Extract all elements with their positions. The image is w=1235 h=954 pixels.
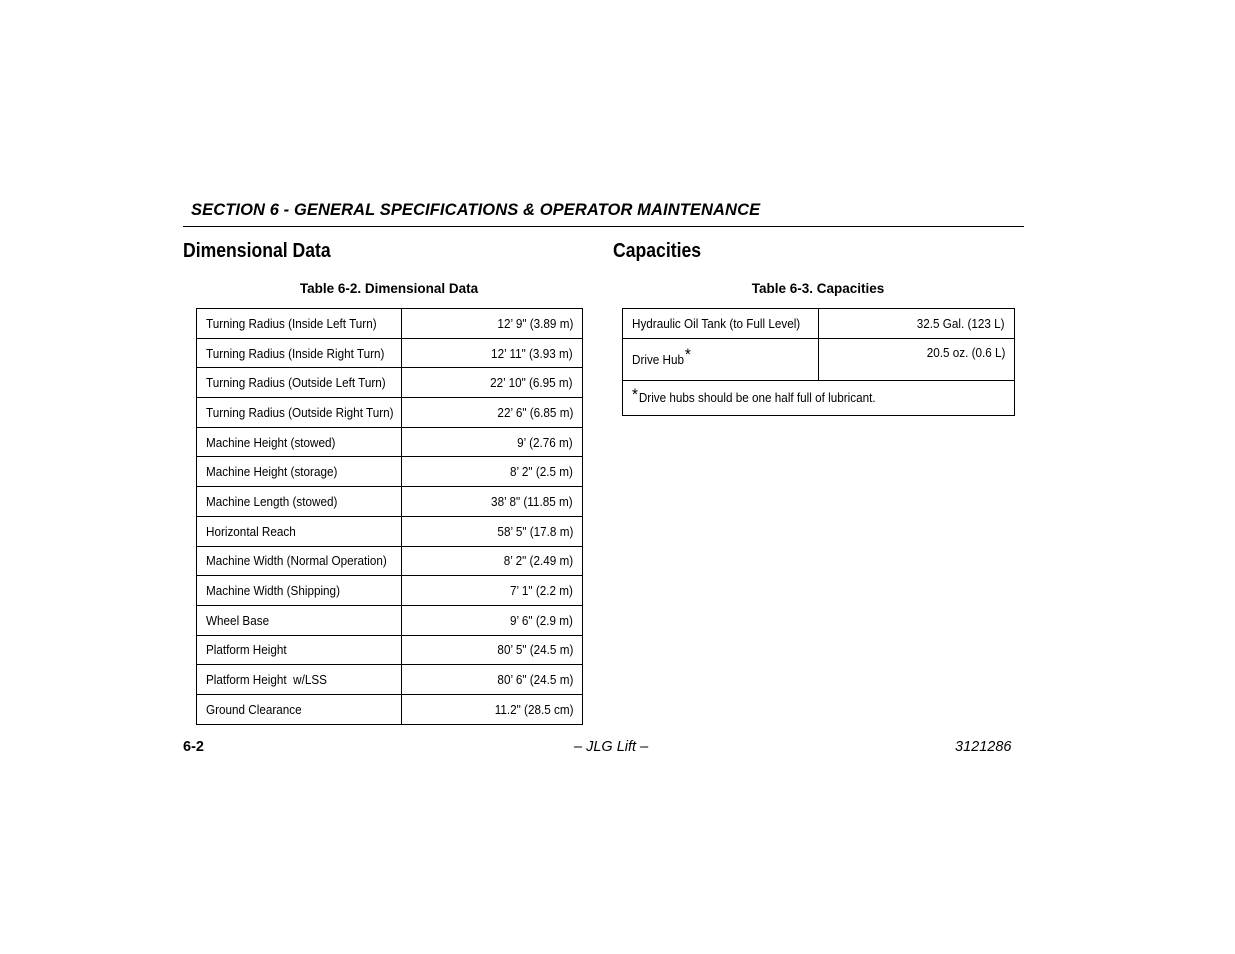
row-label: Platform Height: [206, 642, 287, 658]
row-value: 12’ 9" (3.89 m): [497, 315, 573, 331]
dimensional-data-heading: Dimensional Data: [183, 240, 331, 262]
footnote-marker: *: [632, 385, 638, 405]
header-rule: [183, 226, 1024, 227]
row-value: 8’ 2" (2.5 m): [510, 464, 573, 480]
row-label: Machine Height (storage): [206, 464, 338, 480]
table-row: [197, 487, 583, 517]
row-value: 9’ (2.76 m): [517, 434, 573, 450]
footnote-text: Drive hubs should be one half full of lubricant.: [638, 390, 876, 406]
dimensional-table-title: Table 6-2. Dimensional Data: [299, 281, 479, 296]
page-number: 6-2: [183, 739, 204, 755]
row-value: 22’ 6" (6.85 m): [497, 404, 573, 420]
table-row: [197, 516, 583, 546]
row-value: 20.5 oz. (0.6 L): [926, 344, 1005, 360]
capacities-table-title: Table 6-3. Capacities: [751, 281, 885, 296]
row-label: Machine Width (Normal Operation): [206, 553, 387, 569]
row-value: 38’ 8" (11.85 m): [491, 493, 573, 509]
row-value: 22’ 10" (6.95 m): [490, 375, 573, 391]
table-row: [623, 338, 1015, 380]
row-label: Ground Clearance: [206, 701, 302, 717]
row-label: Platform Height w/LSS: [206, 672, 327, 688]
row-label: Wheel Base: [206, 612, 270, 628]
table-row: [197, 427, 583, 457]
footer-center-text: – JLG Lift –: [574, 739, 649, 755]
row-value: 9’ 6" (2.9 m): [510, 612, 573, 628]
row-value: 8’ 2" (2.49 m): [503, 553, 573, 569]
table-row: [197, 694, 583, 724]
row-label: Turning Radius (Outside Left Turn): [206, 375, 386, 391]
row-value: 58’ 5" (17.8 m): [497, 523, 573, 539]
capacities-table: [622, 308, 1015, 416]
table-row: [197, 457, 583, 487]
table-row: [197, 576, 583, 606]
table-row: [197, 635, 583, 665]
row-label: Turning Radius (Outside Right Turn): [206, 404, 394, 420]
row-label: Hydraulic Oil Tank (to Full Level): [632, 315, 801, 331]
row-label: Machine Length (stowed): [206, 493, 338, 509]
row-value: 12’ 11" (3.93 m): [491, 345, 573, 361]
row-value: 7’ 1" (2.2 m): [510, 583, 573, 599]
row-value: 80’ 6" (24.5 m): [497, 672, 573, 688]
row-label: Turning Radius (Inside Right Turn): [206, 345, 385, 361]
row-value: 32.5 Gal. (123 L): [917, 315, 1005, 331]
row-label: Drive Hub: [632, 351, 685, 367]
table-row: [197, 309, 583, 339]
row-label: Horizontal Reach: [206, 523, 296, 539]
footnote-marker: *: [684, 344, 691, 364]
table-row: [197, 665, 583, 695]
row-label: Machine Width (Shipping): [206, 583, 340, 599]
capacities-heading: Capacities: [613, 240, 702, 262]
document-number: 3121286: [955, 739, 1012, 755]
row-label: Turning Radius (Inside Left Turn): [206, 315, 377, 331]
table-row: [197, 546, 583, 576]
table-row: [197, 398, 583, 428]
table-row: [623, 380, 1015, 415]
table-row: [623, 309, 1015, 339]
section-title: SECTION 6 - GENERAL SPECIFICATIONS & OPERATOR MAINTENANCE: [191, 201, 761, 219]
table-row: [197, 338, 583, 368]
row-value: 80’ 5" (24.5 m): [497, 642, 573, 658]
row-label: Machine Height (stowed): [206, 434, 336, 450]
dimensional-data-table: [196, 308, 583, 725]
row-value: 11.2" (28.5 cm): [494, 701, 573, 717]
table-row: [197, 605, 583, 635]
table-row: [197, 368, 583, 398]
